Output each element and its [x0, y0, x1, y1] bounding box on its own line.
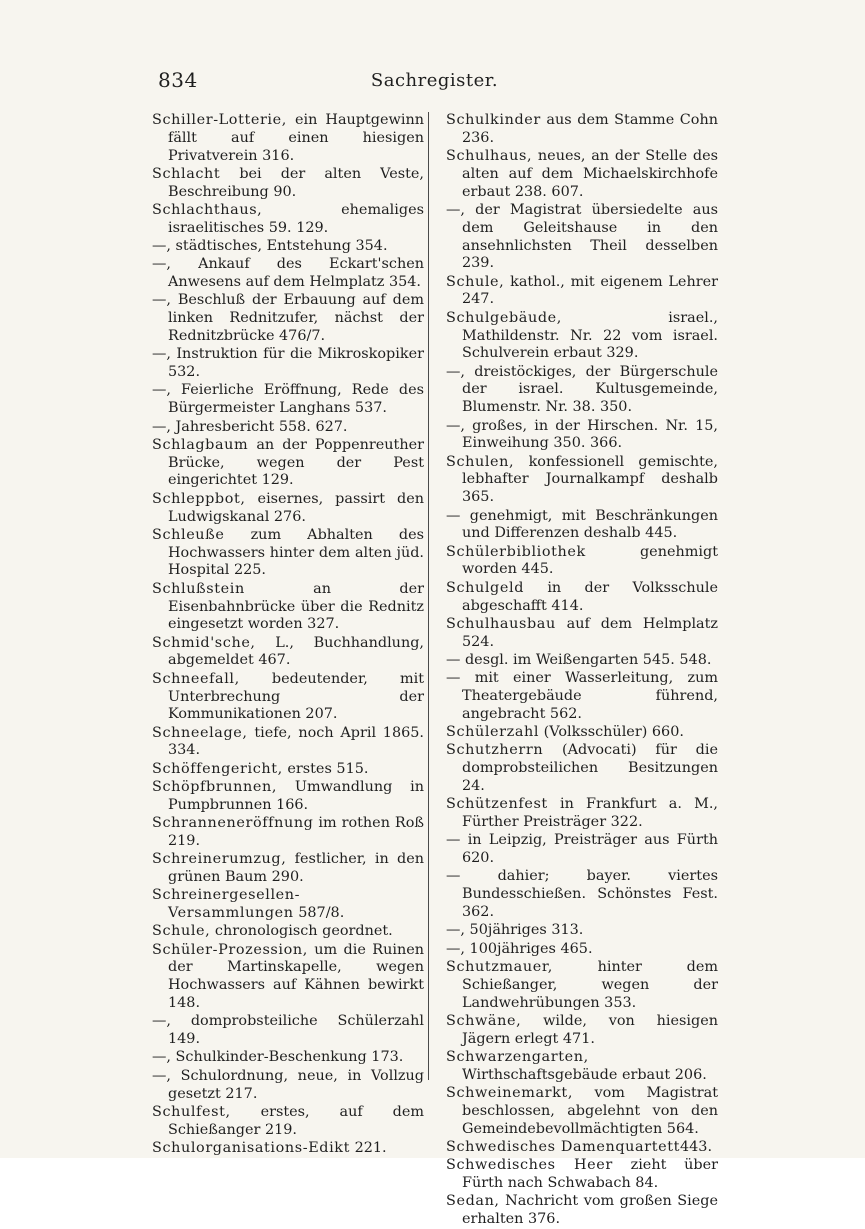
index-term: Sedan, [446, 1193, 500, 1210]
index-entry [152, 419, 424, 437]
index-entry [152, 346, 424, 382]
index-references: bei der alten Veste, Beschreibung 90. [168, 165, 424, 200]
index-term: Schwedisches Damenquartett [446, 1138, 680, 1155]
index-term: Schlachthaus, [152, 201, 263, 218]
index-term: Schöffengericht, [152, 760, 283, 777]
index-entry [446, 310, 718, 363]
index-references: chronologisch geordnet. [210, 923, 393, 940]
index-entry [446, 1157, 718, 1193]
index-references: Wirthschaftsgebäude erbaut 206. [462, 1066, 707, 1083]
index-entry [446, 941, 718, 959]
index-references: (Advocati) für die domprobsteilichen Besitzungen 24. [462, 742, 718, 794]
index-entry [152, 256, 424, 292]
index-entry [446, 112, 718, 148]
index-entry [446, 742, 718, 795]
index-references: —, domprobsteiliche Schülerzahl 149. [152, 1013, 424, 1048]
index-term: Schulgebäude, [446, 309, 562, 326]
index-term: Schweinemarkt, [446, 1085, 573, 1102]
index-references: — genehmigt, mit Beschränkungen und Differenzen deshalb 445. [446, 507, 718, 542]
index-references: — mit einer Wasserleitung, zum Theatergebäude führend, angebracht 562. [446, 670, 718, 722]
index-entry [446, 922, 718, 940]
index-term: Schwäne, [446, 1012, 522, 1029]
index-term: Schmid'sche, [152, 634, 256, 651]
index-entry [152, 1140, 424, 1158]
index-term: Schüler-Prozession, [152, 941, 308, 958]
index-entry [446, 454, 718, 507]
index-entry [152, 166, 424, 202]
index-references: ein Hauptgewinn fällt auf einen hiesigen Privatverein 316. [168, 112, 424, 164]
index-term: Schranneneröffnung [152, 815, 314, 832]
index-references: —, dreistöckiges, der Bürgerschule der israel. Kultusgemeinde, Blumenstr. Nr. 38. 350. [446, 363, 718, 416]
index-term: Schleuße [152, 526, 225, 543]
index-references: —, 50jähriges 313. [446, 922, 584, 939]
index-entry [152, 527, 424, 580]
index-entry [152, 202, 424, 238]
index-term: Schiller-Lotterie, [152, 112, 287, 128]
index-column-right [446, 112, 718, 1229]
index-references: um die Ruinen der Martinskapelle, wegen Hochwassers auf Kähnen bewirkt 148. [168, 941, 424, 1012]
index-references: in der Volksschule abgeschafft 414. [462, 579, 718, 614]
index-references: — desgl. im Weißengarten 545. 548. [446, 651, 712, 668]
index-term: Schülerzahl [446, 724, 540, 741]
index-references: — in Leipzig, Preisträger aus Fürth 620. [446, 832, 718, 867]
index-entry [152, 725, 424, 761]
page-header [152, 68, 717, 96]
index-references: —, 100jähriges 465. [446, 940, 593, 957]
index-entry [446, 1139, 718, 1157]
index-entry [446, 202, 718, 273]
index-term: Schulen, [446, 453, 515, 470]
index-entry [152, 1013, 424, 1049]
index-entry [446, 724, 718, 742]
index-term: Schülerbibliothek [446, 543, 586, 560]
index-entry [152, 437, 424, 490]
page-number: 834 [158, 68, 198, 92]
index-entry [446, 1013, 718, 1049]
index-references: zum Abhalten des Hochwassers hinter dem alten jüd. Hospital 225. [168, 526, 424, 579]
index-term: Schreinergesellen-Versammlungen [152, 887, 301, 922]
index-references: an der Poppenreuther Brücke, wegen der Pest eingerichtet 129. [168, 436, 424, 489]
index-references: —, Feierliche Eröffnung, Rede des Bürgermeister Langhans 537. [152, 382, 424, 417]
index-entry [446, 418, 718, 454]
index-term: Schützenfest [446, 796, 548, 813]
index-references: auf dem Helmplatz 524. [462, 615, 718, 650]
index-entry [446, 508, 718, 544]
index-term: Schlagbaum [152, 436, 249, 453]
index-entry [446, 959, 718, 1012]
index-references: wilde, von hiesigen Jägern erlegt 471. [462, 1012, 718, 1047]
index-entry [446, 1193, 718, 1229]
index-term: Schule, [152, 923, 211, 940]
index-references: —, Schulkinder-Beschenkung 173. [152, 1049, 404, 1066]
index-references: bedeutender, mit Unterbrechung der Kommunikationen 207. [168, 670, 424, 723]
index-entry [152, 635, 424, 671]
index-references: zieht über Fürth nach Schwabach 84. [462, 1157, 719, 1192]
index-term: Schutzmauer, [446, 958, 553, 975]
index-column-left [152, 112, 424, 1158]
index-entry [152, 581, 424, 634]
index-entry [152, 1104, 424, 1140]
index-entry [152, 1068, 424, 1104]
index-references: —, Ankauf des Eckart'schen Anwesens auf dem Helmplatz 354. [152, 256, 424, 291]
index-term: Schulhausbau [446, 615, 556, 632]
index-references: in Frankfurt a. M., Fürther Preisträger 322. [462, 796, 718, 831]
index-entry [152, 851, 424, 887]
index-references: —, der Magistrat übersiedelte aus dem Geleitshause in den ansehnlichsten Theil desselben 239. [446, 201, 718, 272]
index-references: ehemaliges israelitisches 59. 129. [168, 201, 424, 236]
index-term: Schulkinder [446, 112, 541, 128]
index-references: —, Beschluß der Erbauung auf dem linken Rednitzufer, nächst der Rednitzbrücke 476/7. [152, 292, 424, 345]
running-head: Sachregister. [370, 70, 499, 91]
column-divider [428, 112, 429, 1080]
index-entry [446, 796, 718, 832]
index-entry [446, 616, 718, 652]
index-entry [152, 112, 424, 165]
index-entry [152, 1049, 424, 1067]
index-references: kathol., mit eigenem Lehrer 247. [462, 273, 718, 308]
index-entry [152, 671, 424, 724]
index-references: im rothen Roß 219. [168, 815, 424, 849]
index-entry [446, 274, 718, 310]
index-entry [446, 670, 718, 723]
index-references: konfessionell gemischte, lebhafter Journalkampf deshalb 365. [462, 453, 718, 506]
index-entry [152, 292, 424, 345]
index-entry [446, 148, 718, 201]
index-term: Schwarzengarten, [446, 1048, 589, 1065]
index-entry [152, 779, 424, 815]
index-references: (Volksschüler) 660. [539, 724, 684, 741]
index-references: Nachricht vom großen Siege erhalten 376. [462, 1193, 718, 1228]
index-references: —, städtisches, Entstehung 354. [152, 238, 388, 255]
index-references: genehmigt worden 445. [462, 543, 718, 578]
index-entry [152, 761, 424, 779]
index-entry [446, 832, 718, 868]
index-references: —, Instruktion für die Mikroskopiker 532. [152, 346, 424, 381]
index-references: —, Jahresbericht 558. 627. [152, 418, 348, 435]
index-references: an der Eisenbahnbrücke über die Rednitz eingesetzt worden 327. [168, 580, 424, 633]
index-references: eisernes, passirt den Ludwigskanal 276. [168, 490, 424, 525]
index-references: erstes, auf dem Schießanger 219. [168, 1103, 424, 1138]
index-entry [446, 1049, 718, 1085]
index-references: L., Buchhandlung, abgemeldet 467. [168, 634, 424, 669]
index-entry [446, 580, 718, 616]
index-references: aus dem Stamme Cohn 236. [462, 112, 718, 146]
index-term: Schule, [446, 273, 505, 290]
index-entry [152, 238, 424, 256]
index-references: 587/8. [293, 905, 345, 922]
index-term: Schulorganisations-Edikt [152, 1139, 351, 1156]
index-term: Schneefall, [152, 670, 240, 687]
index-term: Schlacht [152, 165, 221, 182]
index-references: Umwandlung in Pumpbrunnen 166. [168, 778, 424, 813]
index-term: Schreinerumzug, [152, 851, 287, 868]
index-term: Schutzherrn [446, 742, 544, 759]
index-references: vom Magistrat beschlossen, abgelehnt von den Gemeindebevollmächtigten 564. [462, 1085, 718, 1137]
index-term: Schöpfbrunnen, [152, 778, 278, 795]
index-entry [152, 887, 424, 923]
index-term: Schulgeld [446, 579, 524, 596]
index-entry [446, 1085, 718, 1138]
index-entry [152, 815, 424, 851]
index-references: erstes 515. [282, 760, 369, 777]
index-term: Schulhaus, [446, 148, 533, 165]
index-entry [152, 942, 424, 1013]
index-entry [152, 491, 424, 527]
index-references: —, Schulordnung, neue, in Vollzug gesetzt 217. [152, 1067, 424, 1102]
index-term: Schwedisches Heer [446, 1157, 613, 1174]
index-references: 221. [350, 1139, 387, 1156]
index-references: festlicher, in den grünen Baum 290. [168, 851, 424, 885]
index-references: — dahier; bayer. viertes Bundesschießen. Schönstes Fest. 362. [446, 868, 718, 921]
index-term: Schneelage, [152, 724, 248, 741]
index-references: 443. [679, 1138, 713, 1155]
index-entry [446, 868, 718, 921]
index-entry [152, 382, 424, 418]
index-entry [446, 364, 718, 417]
index-references: neues, an der Stelle des alten auf dem Michaelskirchhofe erbaut 238. 607. [462, 148, 718, 200]
index-references: hinter dem Schießanger, wegen der Landwehrübungen 353. [462, 958, 718, 1011]
index-references: —, großes, in der Hirschen. Nr. 15, Einweihung 350. 366. [446, 417, 718, 452]
index-entry [446, 652, 718, 670]
index-term: Schulfest, [152, 1103, 231, 1120]
index-references: israel., Mathildenstr. Nr. 22 vom israel. Schulverein erbaut 329. [462, 309, 718, 362]
index-term: Schleppbot, [152, 490, 246, 507]
index-entry [446, 544, 718, 580]
index-references: tiefe, noch April 1865. 334. [168, 724, 424, 759]
index-term: Schlußstein [152, 580, 245, 597]
index-entry [152, 923, 424, 941]
